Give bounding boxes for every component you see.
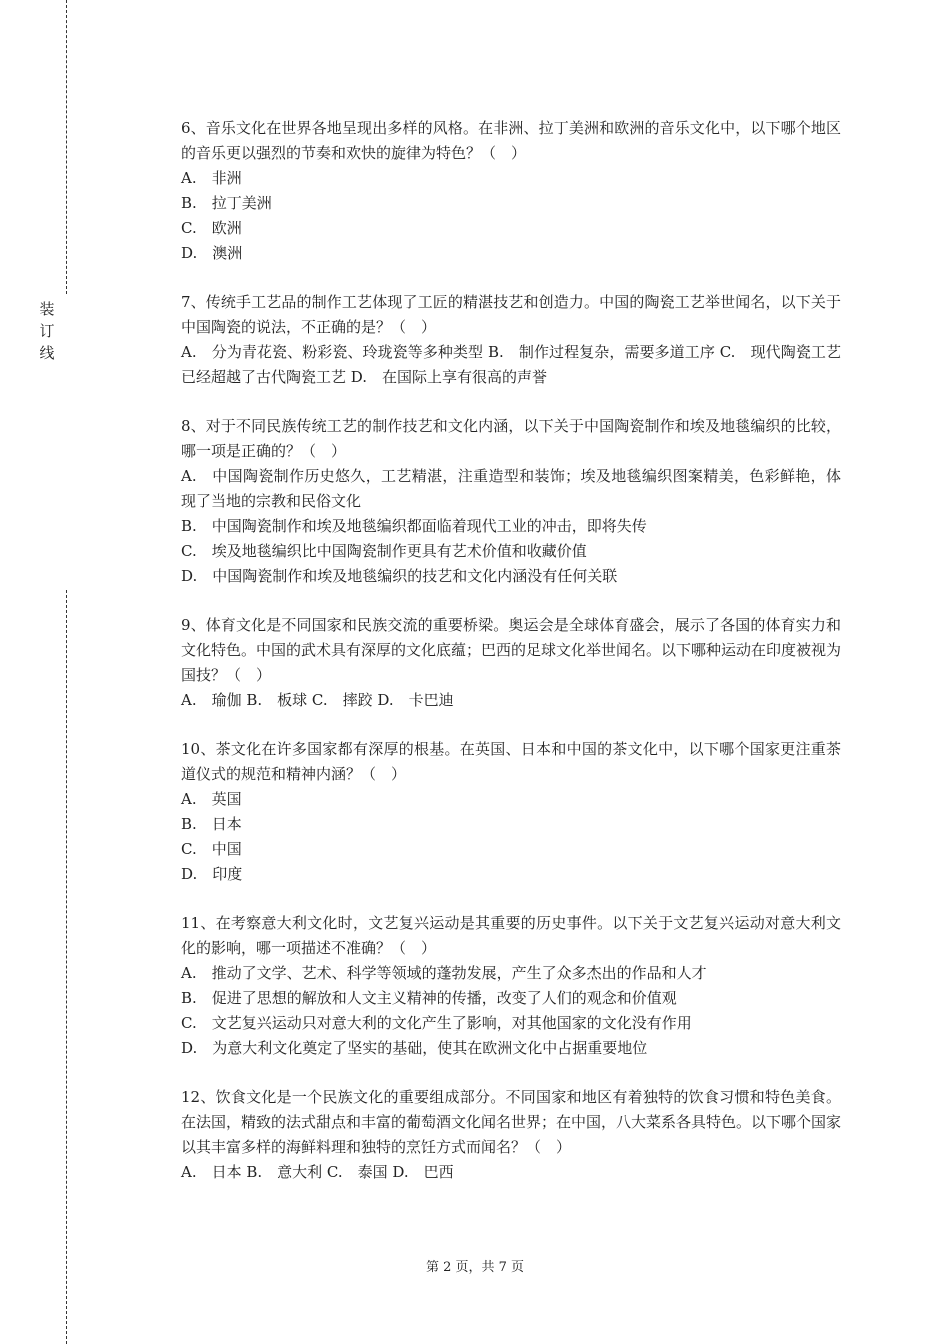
question-stem: 10、茶文化在许多国家都有深厚的根基。在英国、日本和中国的茶文化中，以下哪个国家更注重茶道仪式的规范和精神内涵？（ ） — [181, 740, 841, 783]
binding-dashed-line-bottom — [66, 590, 67, 1344]
question-10 — [181, 737, 841, 887]
question-12 — [181, 1085, 841, 1185]
option-a[interactable]: A. 非洲 — [181, 169, 242, 187]
option-d[interactable]: D. 澳洲 — [181, 244, 243, 262]
option-b[interactable]: B. 拉丁美洲 — [181, 194, 272, 212]
binding-char: 装 — [39, 300, 55, 318]
option-d[interactable]: D. 中国陶瓷制作和埃及地毯编织的技艺和文化内涵没有任何关联 — [181, 567, 618, 585]
binding-dashed-line-top — [66, 0, 67, 294]
question-11 — [181, 911, 841, 1061]
option-d[interactable]: D. 印度 — [181, 865, 243, 883]
question-stem: 6、音乐文化在世界各地呈现出多样的风格。在非洲、拉丁美洲和欧洲的音乐文化中，以下哪个地区的音乐更以强烈的节奏和欢快的旋律为特色？（ ） — [181, 119, 841, 162]
binding-label — [37, 298, 57, 364]
option-b[interactable]: B. 日本 — [181, 815, 242, 833]
options-inline[interactable]: A. 分为青花瓷、粉彩瓷、玲珑瓷等多种类型 B. 制作过程复杂，需要多道工序 C. 现代陶瓷工艺已经超越了古代陶瓷工艺 D. 在国际上享有很高的声誉 — [181, 343, 841, 386]
option-b[interactable]: B. 中国陶瓷制作和埃及地毯编织都面临着现代工业的冲击，即将失传 — [181, 517, 647, 535]
page-footer: 第 2 页，共 7 页 — [425, 1260, 525, 1275]
question-8 — [181, 414, 841, 589]
question-stem: 12、饮食文化是一个民族文化的重要组成部分。不同国家和地区有着独特的饮食习惯和特色美食。在法国，精致的法式甜点和丰富的葡萄酒文化闻名世界；在中国，八大菜系各具特色。以下哪个国家以其丰富多样的海鲜料理和独特的烹饪方式而闻名？（ ） — [181, 1088, 842, 1156]
option-a[interactable]: A. 推动了文学、艺术、科学等领域的蓬勃发展，产生了众多杰出的作品和人才 — [181, 964, 707, 982]
options-inline[interactable]: A. 日本 B. 意大利 C. 泰国 D. 巴西 — [181, 1163, 454, 1181]
option-b[interactable]: B. 促进了思想的解放和人文主义精神的传播，改变了人们的观念和价值观 — [181, 989, 677, 1007]
option-c[interactable]: C. 中国 — [181, 840, 242, 858]
question-9 — [181, 613, 841, 713]
question-7 — [181, 290, 841, 390]
binding-char: 订 — [39, 322, 55, 340]
option-c[interactable]: C. 埃及地毯编织比中国陶瓷制作更具有艺术价值和收藏价值 — [181, 542, 587, 560]
question-stem: 9、体育文化是不同国家和民族交流的重要桥梁。奥运会是全球体育盛会，展示了各国的体育实力和文化特色。中国的武术具有深厚的文化底蕴；巴西的足球文化举世闻名。以下哪种运动在印度被视为国技？（ ） — [181, 616, 842, 684]
option-c[interactable]: C. 文艺复兴运动只对意大利的文化产生了影响，对其他国家的文化没有作用 — [181, 1014, 692, 1032]
question-stem: 8、对于不同民族传统工艺的制作技艺和文化内涵，以下关于中国陶瓷制作和埃及地毯编织的比较，哪一项是正确的？（ ） — [181, 417, 841, 460]
question-stem: 7、传统手工艺品的制作工艺体现了工匠的精湛技艺和创造力。中国的陶瓷工艺举世闻名，以下关于中国陶瓷的说法，不正确的是？（ ） — [181, 293, 841, 336]
options-inline[interactable]: A. 瑜伽 B. 板球 C. 摔跤 D. 卡巴迪 — [181, 691, 454, 709]
binding-char: 线 — [39, 344, 55, 362]
option-c[interactable]: C. 欧洲 — [181, 219, 242, 237]
option-a[interactable]: A. 英国 — [181, 790, 242, 808]
option-a[interactable]: A. 中国陶瓷制作历史悠久，工艺精湛，注重造型和装饰；埃及地毯编织图案精美，色彩鲜艳，体现了当地的宗教和民俗文化 — [181, 467, 841, 510]
question-stem: 11、在考察意大利文化时，文艺复兴运动是其重要的历史事件。以下关于文艺复兴运动对意大利文化的影响，哪一项描述不准确？（ ） — [181, 914, 841, 957]
option-d[interactable]: D. 为意大利文化奠定了坚实的基础，使其在欧洲文化中占据重要地位 — [181, 1039, 648, 1057]
question-6 — [181, 116, 841, 266]
question-list — [181, 116, 841, 1209]
